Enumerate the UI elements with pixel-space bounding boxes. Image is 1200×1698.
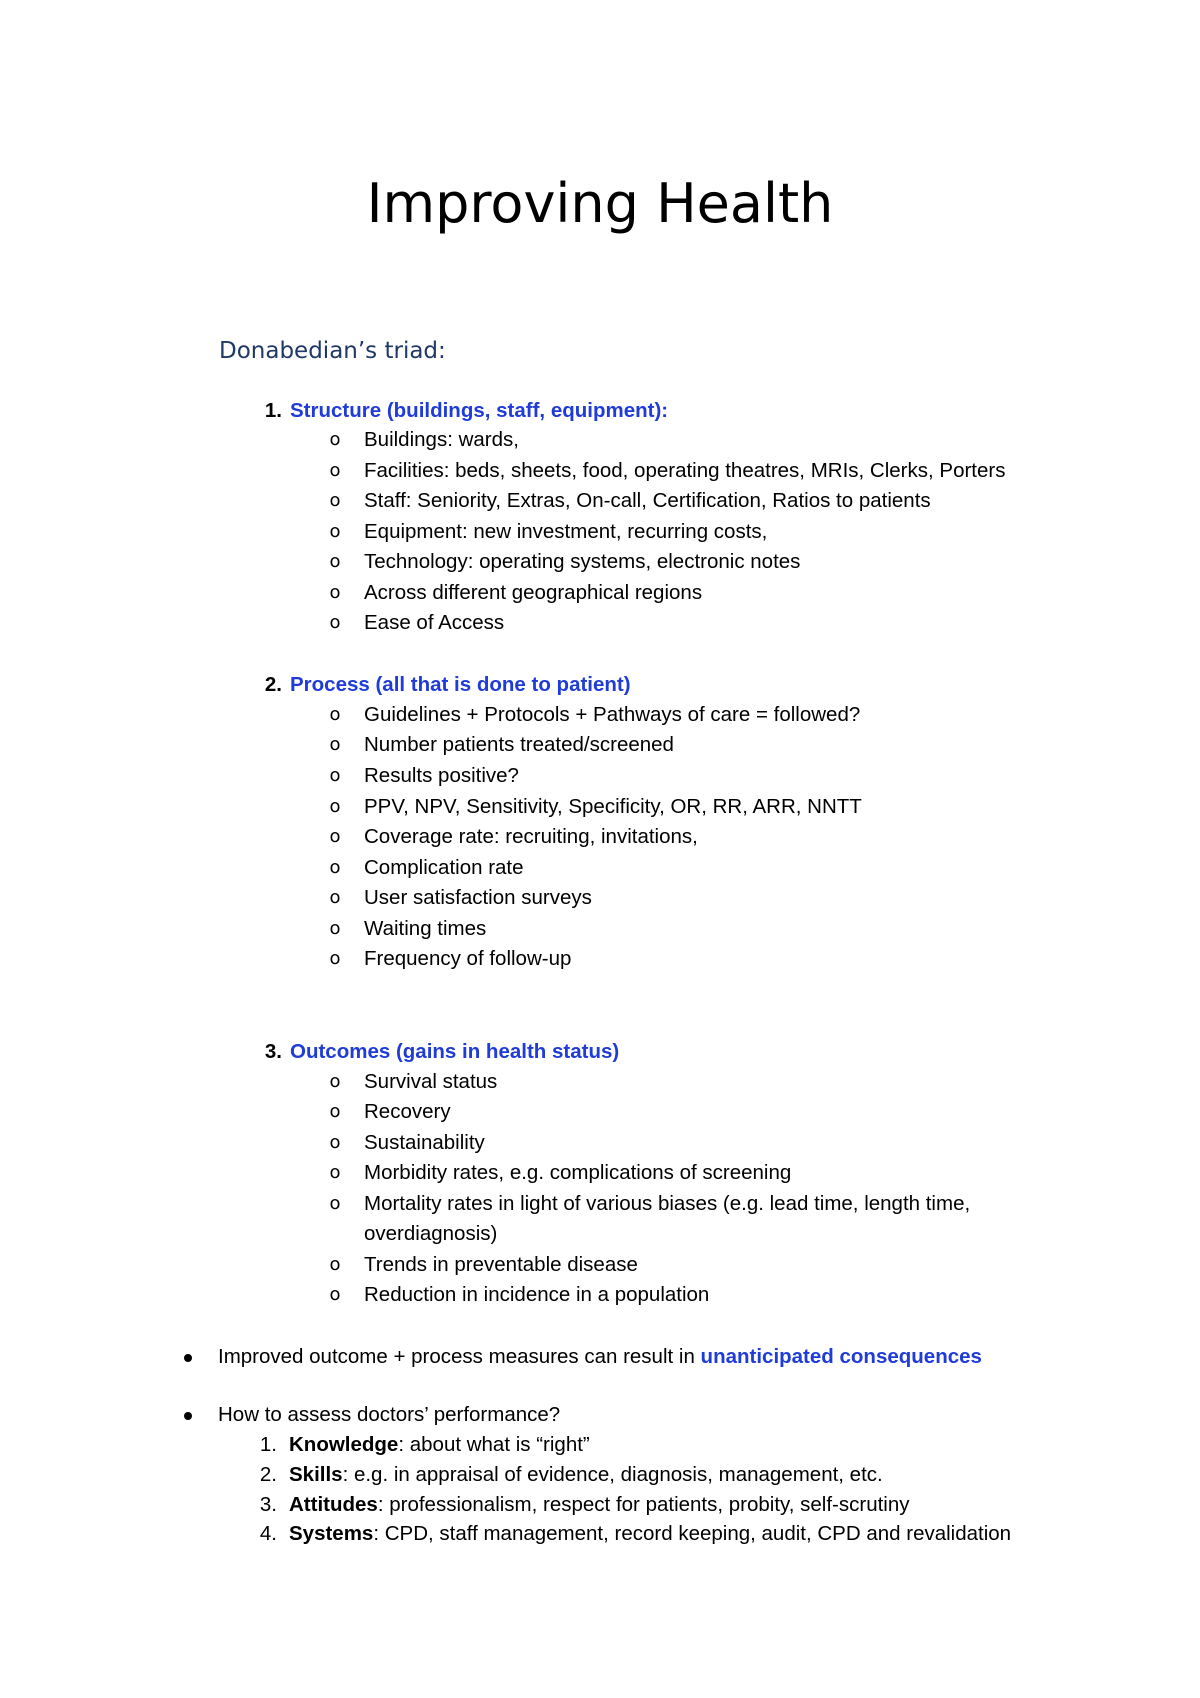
section-heading: Outcomes (gains in health status)	[290, 1040, 620, 1063]
list-item-continuation: overdiagnosis)	[364, 1222, 498, 1245]
list-item: o Complication rate	[329, 856, 524, 879]
performance-item: 2. Skills: e.g. in appraisal of evidence, diagnosis, management, etc.	[259, 1463, 883, 1486]
list-item: o Results positive?	[329, 764, 519, 787]
section-outcomes	[264, 1038, 620, 1066]
list-item: o PPV, NPV, Sensitivity, Specificity, OR, RR, ARR, NNTT	[329, 795, 862, 818]
performance-item: 1. Knowledge: about what is “right”	[259, 1433, 590, 1456]
performance-term: Skills	[289, 1463, 343, 1486]
list-item: o Mortality rates in light of various biases (e.g. lead time, length time,	[329, 1192, 971, 1215]
bullet-dot-icon	[184, 1412, 192, 1420]
list-number: 3.	[264, 1040, 282, 1063]
list-item: o Frequency of follow-up	[329, 947, 572, 970]
list-item: o Coverage rate: recruiting, invitations,	[329, 825, 698, 848]
section-structure	[264, 397, 669, 425]
bullet-dot-icon	[184, 1354, 192, 1362]
section-subtitle: Donabedian’s triad:	[219, 338, 446, 364]
bullet-item: Improved outcome + process measures can result in unanticipated consequences	[218, 1342, 982, 1372]
list-item: o Sustainability	[329, 1131, 485, 1154]
performance-term: Systems	[289, 1522, 374, 1545]
list-item: o Facilities: beds, sheets, food, operating theatres, MRIs, Clerks, Porters	[329, 459, 1006, 482]
page-title: Improving Health	[366, 172, 834, 235]
list-item: o Recovery	[329, 1100, 451, 1123]
performance-item: 4. Systems: CPD, staff management, record keeping, audit, CPD and revalidation	[259, 1522, 1012, 1545]
section-heading: Structure (buildings, staff, equipment):	[290, 399, 669, 422]
list-item: o Reduction in incidence in a population	[329, 1283, 710, 1306]
list-item: o Morbidity rates, e.g. complications of screening	[329, 1161, 792, 1184]
highlight-text: unanticipated consequences	[700, 1345, 982, 1368]
performance-term: Knowledge	[289, 1433, 399, 1456]
list-item: o Technology: operating systems, electronic notes	[329, 550, 801, 573]
list-item: o Staff: Seniority, Extras, On-call, Certification, Ratios to patients	[329, 489, 931, 512]
list-item: o Ease of Access	[329, 611, 505, 634]
performance-term: Attitudes	[289, 1493, 378, 1516]
list-item: o Trends in preventable disease	[329, 1253, 638, 1276]
list-item: o Buildings: wards,	[329, 428, 519, 451]
section-heading: Process (all that is done to patient)	[290, 673, 631, 696]
list-item: o Equipment: new investment, recurring costs,	[329, 520, 768, 543]
bullet-item: How to assess doctors’ performance?	[218, 1400, 560, 1430]
section-process	[264, 671, 631, 699]
list-item: o Across different geographical regions	[329, 581, 703, 604]
list-item: o Number patients treated/screened	[329, 733, 674, 756]
list-item: o User satisfaction surveys	[329, 886, 592, 909]
list-item: o Waiting times	[329, 917, 487, 940]
list-number: 2.	[264, 673, 282, 696]
list-number: 1.	[264, 399, 282, 422]
list-item: o Guidelines + Protocols + Pathways of care = followed?	[329, 703, 861, 726]
performance-item: 3. Attitudes: professionalism, respect for patients, probity, self-scrutiny	[259, 1493, 910, 1516]
list-item: o Survival status	[329, 1070, 498, 1093]
